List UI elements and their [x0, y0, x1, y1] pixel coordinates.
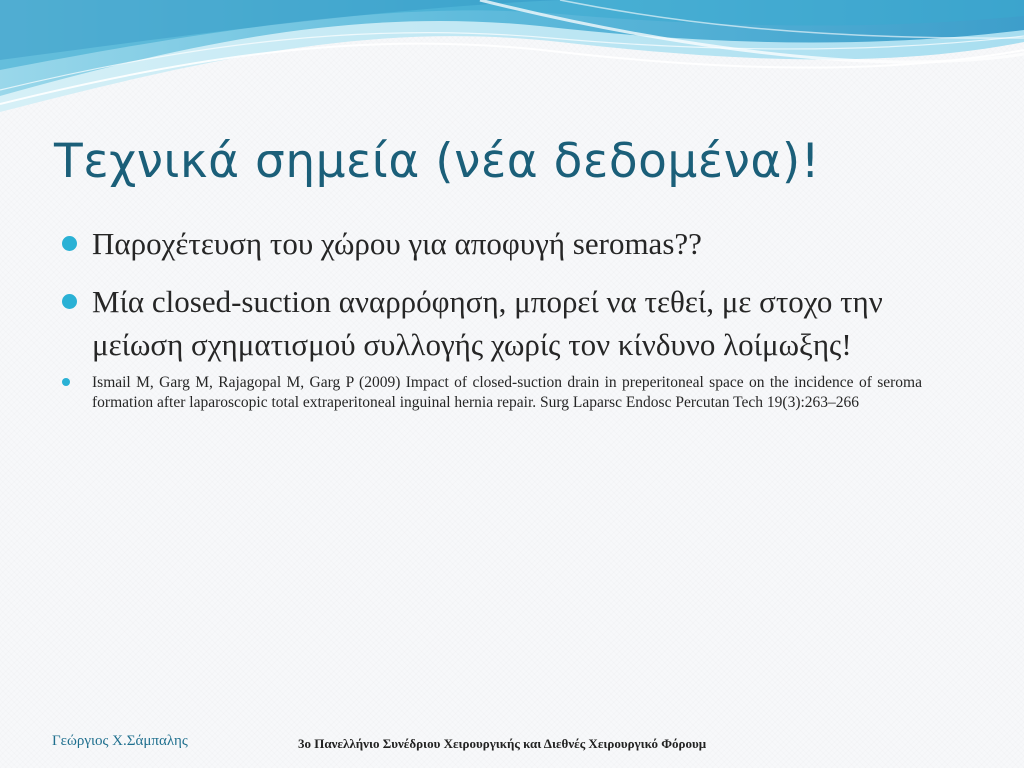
bullet-list: [62, 222, 922, 413]
bullet-item-drainage-question: [62, 222, 922, 265]
bullet-item-reference: [62, 373, 922, 413]
bullet-icon: [62, 378, 70, 386]
slide-title: Τεχνικά σημεία (νέα δεδομένα)!: [54, 134, 821, 189]
footer-conference: 3ο Πανελλήνιο Συνέδριου Χειρουργικής και Διεθνές Χειρουργικό Φόρουμ: [298, 736, 707, 751]
bullet-text: Μία closed-suction αναρρόφηση, μπορεί να τεθεί, με στοχο την μείωση σχηματισμού συλλογής χωρίς τον κίνδυνο λοίμωξης!: [92, 284, 883, 362]
footer-author: Γεώργιος Χ.Σάμπαλης: [52, 733, 188, 749]
header-wave-decoration: [0, 0, 1024, 120]
bullet-item-closed-suction: [62, 280, 922, 366]
reference-text: Ismail M, Garg M, Rajagopal M, Garg P (2009) Impact of closed-suction drain in preperitoneal space on the incidence of seroma formation after laparoscopic total extraperitoneal inguinal hernia repair. Surg Laparsc Endosc Percutan Tech 19(3):263–266: [92, 374, 922, 411]
bullet-icon: [62, 236, 77, 251]
bullet-text: Παροχέτευση του χώρου για αποφυγή seromas??: [92, 226, 702, 261]
bullet-icon: [62, 294, 77, 309]
